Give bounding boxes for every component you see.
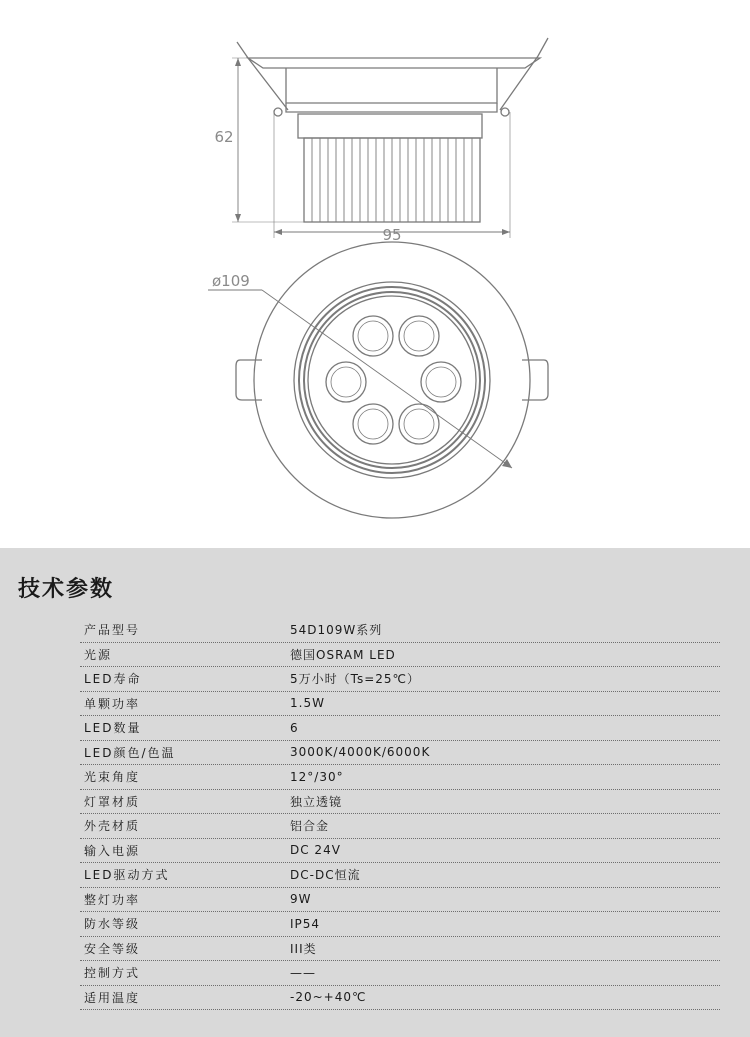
spec-label: LED驱动方式 bbox=[84, 868, 170, 883]
side-view bbox=[232, 38, 548, 238]
left-mounting-tab bbox=[236, 360, 262, 400]
spec-value: 1.5W bbox=[290, 696, 325, 711]
led-lens bbox=[399, 404, 439, 444]
spec-row bbox=[80, 986, 720, 1011]
spec-row bbox=[80, 692, 720, 717]
diameter-dimension-label: ø109 bbox=[212, 272, 250, 290]
led-lens bbox=[399, 316, 439, 356]
spec-label: 灯罩材质 bbox=[84, 794, 141, 809]
spec-value: 6 bbox=[290, 720, 299, 735]
heat-sink-fins bbox=[312, 138, 472, 222]
spec-row bbox=[80, 765, 720, 790]
spec-label: LED寿命 bbox=[84, 672, 142, 687]
reflector-ring-2 bbox=[299, 287, 485, 473]
spec-label: 控制方式 bbox=[84, 966, 141, 981]
front-view bbox=[208, 242, 548, 518]
driver-body bbox=[298, 114, 482, 138]
spec-row bbox=[80, 667, 720, 692]
spec-row bbox=[80, 643, 720, 668]
spec-value: DC 24V bbox=[290, 843, 341, 858]
spec-label: 输入电源 bbox=[84, 843, 141, 858]
right-mounting-tab bbox=[522, 360, 548, 400]
spec-value: 54D109W系列 bbox=[290, 623, 383, 638]
spec-row bbox=[80, 790, 720, 815]
width-dimension-label: 95 bbox=[382, 226, 402, 244]
spec-value: 德国OSRAM LED bbox=[290, 647, 396, 662]
spec-label: 防水等级 bbox=[84, 917, 141, 932]
spec-row bbox=[80, 741, 720, 766]
spec-row bbox=[80, 863, 720, 888]
spec-row bbox=[80, 961, 720, 986]
upper-housing bbox=[286, 68, 497, 103]
spec-label: 单颗功率 bbox=[84, 696, 141, 711]
reflector-inner-ring bbox=[308, 296, 476, 464]
spec-label: 光束角度 bbox=[84, 770, 141, 785]
spec-row bbox=[80, 937, 720, 962]
height-dimension-label: 62 bbox=[214, 128, 234, 146]
led-lens bbox=[353, 316, 393, 356]
spec-value: 3000K/4000K/6000K bbox=[290, 745, 431, 760]
spec-row bbox=[80, 839, 720, 864]
spec-row bbox=[80, 888, 720, 913]
spec-label: 整灯功率 bbox=[84, 892, 141, 907]
spec-row bbox=[80, 912, 720, 937]
technical-specs-panel bbox=[0, 548, 750, 1037]
spec-row bbox=[80, 618, 720, 643]
trim-flange bbox=[248, 58, 540, 68]
spec-label: 安全等级 bbox=[84, 941, 141, 956]
housing-ring bbox=[286, 103, 497, 112]
spec-row bbox=[80, 814, 720, 839]
reflector-ring-3 bbox=[304, 292, 480, 468]
left-clip-pivot bbox=[274, 108, 282, 116]
led-lens bbox=[326, 362, 366, 402]
spec-value: -20~+40℃ bbox=[290, 990, 367, 1005]
spec-label: 外壳材质 bbox=[84, 819, 141, 834]
left-spring-clip bbox=[237, 42, 288, 110]
led-lens bbox=[353, 404, 393, 444]
right-clip-pivot bbox=[501, 108, 509, 116]
spec-label: LED颜色/色温 bbox=[84, 745, 176, 760]
spec-value: 5万小时（Ts=25℃） bbox=[290, 672, 421, 687]
specs-table bbox=[80, 618, 720, 1010]
spec-value: —— bbox=[290, 965, 316, 980]
spec-value: III类 bbox=[290, 941, 317, 956]
outer-trim-ring bbox=[254, 242, 530, 518]
spec-value: 9W bbox=[290, 892, 312, 907]
led-lens bbox=[421, 362, 461, 402]
right-spring-clip bbox=[500, 38, 548, 110]
spec-value: DC-DC恒流 bbox=[290, 868, 361, 883]
spec-label: LED数量 bbox=[84, 721, 142, 736]
spec-value: 12°/30° bbox=[290, 769, 344, 784]
specs-title: 技术参数 bbox=[18, 576, 115, 602]
spec-label: 适用温度 bbox=[84, 990, 141, 1005]
spec-label: 产品型号 bbox=[84, 623, 141, 638]
spec-row bbox=[80, 716, 720, 741]
spec-value: IP54 bbox=[290, 916, 321, 931]
spec-value: 铝合金 bbox=[290, 819, 330, 834]
spec-label: 光源 bbox=[84, 647, 113, 662]
spec-value: 独立透镜 bbox=[290, 794, 343, 809]
